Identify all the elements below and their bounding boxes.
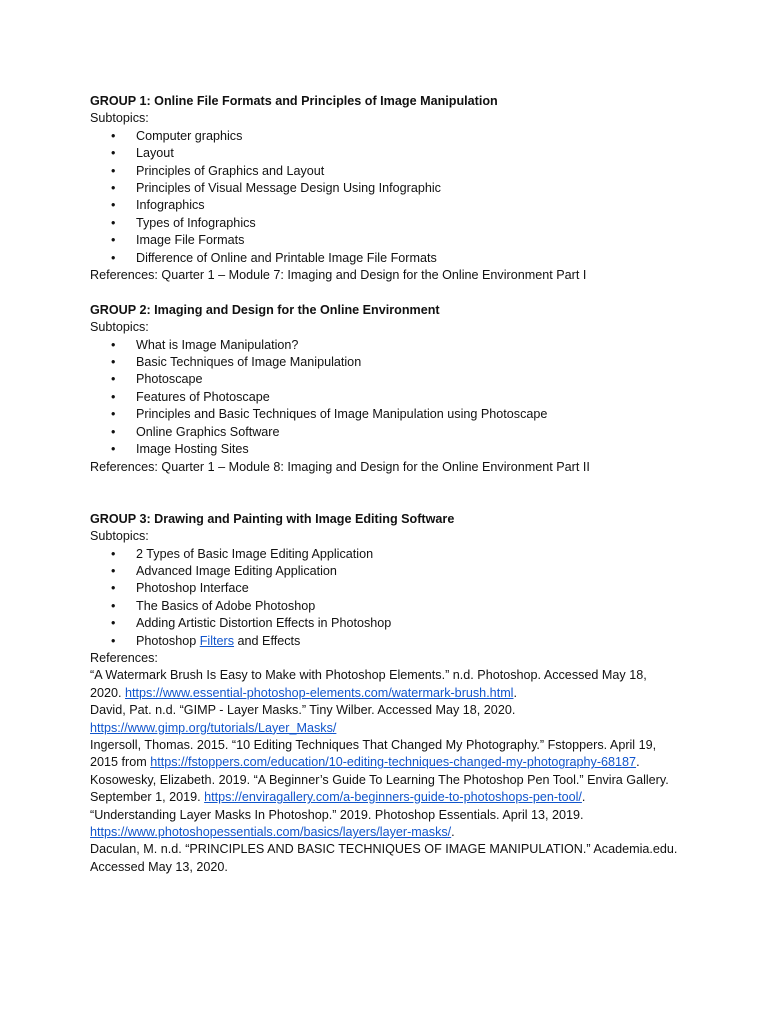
group-1-section: [90, 93, 690, 284]
list-item: • Photoscape: [90, 371, 690, 388]
gimp-layer-masks-link[interactable]: https://www.gimp.org/tutorials/Layer_Masks/: [90, 720, 337, 735]
bullet-icon: •: [111, 633, 116, 648]
reference-entry-2: David, Pat. n.d. “GIMP - Layer Masks.” Tiny Wilber. Accessed May 18, 2020. https://www.gimp.org/tutorials/Layer_Masks/: [90, 703, 516, 735]
list-item: • Photoshop Filters and Effects: [90, 633, 690, 650]
bullet-icon: •: [111, 616, 116, 631]
group-3-subtopic-list: [90, 546, 690, 650]
watermark-brush-link[interactable]: https://www.essential-photoshop-elements.com/watermark-brush.html: [125, 685, 514, 700]
bullet-icon: •: [111, 233, 116, 248]
bullet-icon: •: [111, 563, 116, 578]
group-3-section: [90, 511, 690, 877]
reference-entry-4: Kosowesky, Elizabeth. 2019. “A Beginner’s Guide To Learning The Photoshop Pen Tool.” Envira Gallery. September 1, 2019. https://enviragallery.com/a-beginners-guide-to-photoshops-pen-tool/.: [90, 772, 669, 805]
reference-entry-1: “A Watermark Brush Is Easy to Make with Photoshop Elements.” n.d. Photoshop. Accessed May 18, 2020. https://www.essential-photoshop-elements.com/watermark-brush.html.: [90, 668, 647, 700]
group-3-subtopics-label: Subtopics:: [90, 529, 149, 544]
bullet-icon: •: [111, 442, 116, 457]
bullet-icon: •: [111, 128, 116, 143]
envira-gallery-link[interactable]: https://enviragallery.com/a-beginners-guide-to-photoshops-pen-tool/: [204, 790, 582, 805]
bullet-icon: •: [111, 250, 116, 265]
group-3-references-label: References:: [90, 650, 158, 665]
list-item: • Image Hosting Sites: [90, 441, 690, 458]
list-item: • Advanced Image Editing Application: [90, 563, 690, 580]
list-item: • Principles and Basic Techniques of Image Manipulation using Photoscape: [90, 406, 690, 423]
bullet-icon: •: [111, 181, 116, 196]
bullet-icon: •: [111, 163, 116, 178]
list-item: • Basic Techniques of Image Manipulation: [90, 354, 690, 371]
reference-entry-5: “Understanding Layer Masks In Photoshop.” 2019. Photoshop Essentials. April 13, 2019. https://www.photoshopessentials.com/basics/layers/layer-masks/.: [90, 807, 584, 840]
list-item: • The Basics of Adobe Photoshop: [90, 598, 690, 615]
bullet-icon: •: [111, 146, 116, 161]
list-item: • Computer graphics: [90, 128, 690, 145]
group-2-title: GROUP 2: Imaging and Design for the Online Environment: [90, 302, 440, 317]
bullet-icon: •: [111, 598, 116, 613]
group-3-title: GROUP 3: Drawing and Painting with Image Editing Software: [90, 511, 455, 526]
group-1-subtopics-label: Subtopics:: [90, 111, 149, 126]
bullet-icon: •: [111, 215, 116, 230]
bullet-icon: •: [111, 372, 116, 387]
bullet-icon: •: [111, 424, 116, 439]
bullet-icon: •: [111, 389, 116, 404]
bullet-icon: •: [111, 407, 116, 422]
list-item: • Image File Formats: [90, 232, 690, 249]
group-1-subtopic-list: [90, 128, 690, 267]
list-item: • Features of Photoscape: [90, 389, 690, 406]
list-item: • Infographics: [90, 197, 690, 214]
list-item: • Online Graphics Software: [90, 424, 690, 441]
list-item: • Adding Artistic Distortion Effects in Photoshop: [90, 615, 690, 632]
list-item: • Principles of Visual Message Design Using Infographic: [90, 180, 690, 197]
group-2-references: References: Quarter 1 – Module 8: Imaging and Design for the Online Environment Part II: [90, 459, 590, 474]
list-item: • Principles of Graphics and Layout: [90, 163, 690, 180]
group-2-section: [90, 302, 690, 476]
filters-link[interactable]: Filters: [199, 633, 235, 648]
list-item: • 2 Types of Basic Image Editing Application: [90, 546, 690, 563]
group-1-references: References: Quarter 1 – Module 7: Imaging and Design for the Online Environment Part I: [90, 268, 587, 283]
photoshop-essentials-link[interactable]: https://www.photoshopessentials.com/basics/layers/layer-masks/: [90, 825, 452, 840]
bullet-icon: •: [111, 337, 116, 352]
group-2-subtopic-list: [90, 337, 690, 459]
list-item: • Difference of Online and Printable Image File Formats: [90, 250, 690, 267]
group-1-title: GROUP 1: Online File Formats and Principles of Image Manipulation: [90, 94, 498, 108]
list-item: • Photoshop Interface: [90, 580, 690, 597]
bullet-icon: •: [111, 198, 116, 213]
list-item: • Types of Infographics: [90, 215, 690, 232]
fstoppers-link[interactable]: https://fstoppers.com/education/10-editing-techniques-changed-my-photography-68187: [150, 755, 637, 770]
list-item: • Layout: [90, 145, 690, 162]
list-item: • What is Image Manipulation?: [90, 337, 690, 354]
reference-entry-3: Ingersoll, Thomas. 2015. “10 Editing Techniques That Changed My Photography.” Fstoppers. April 19, 2015 from https://fstoppers.com/education/10-editing-techniques-changed-my-photography-68187.: [90, 738, 657, 770]
bullet-icon: •: [111, 355, 116, 370]
reference-entry-6: Daculan, M. n.d. “PRINCIPLES AND BASIC TECHNIQUES OF IMAGE MANIPULATION.” Academia.edu. Accessed May 13, 2020.: [90, 842, 678, 874]
bullet-icon: •: [111, 546, 116, 561]
group-2-subtopics-label: Subtopics:: [90, 320, 149, 335]
document-body: [90, 93, 690, 876]
bullet-icon: •: [111, 581, 116, 596]
